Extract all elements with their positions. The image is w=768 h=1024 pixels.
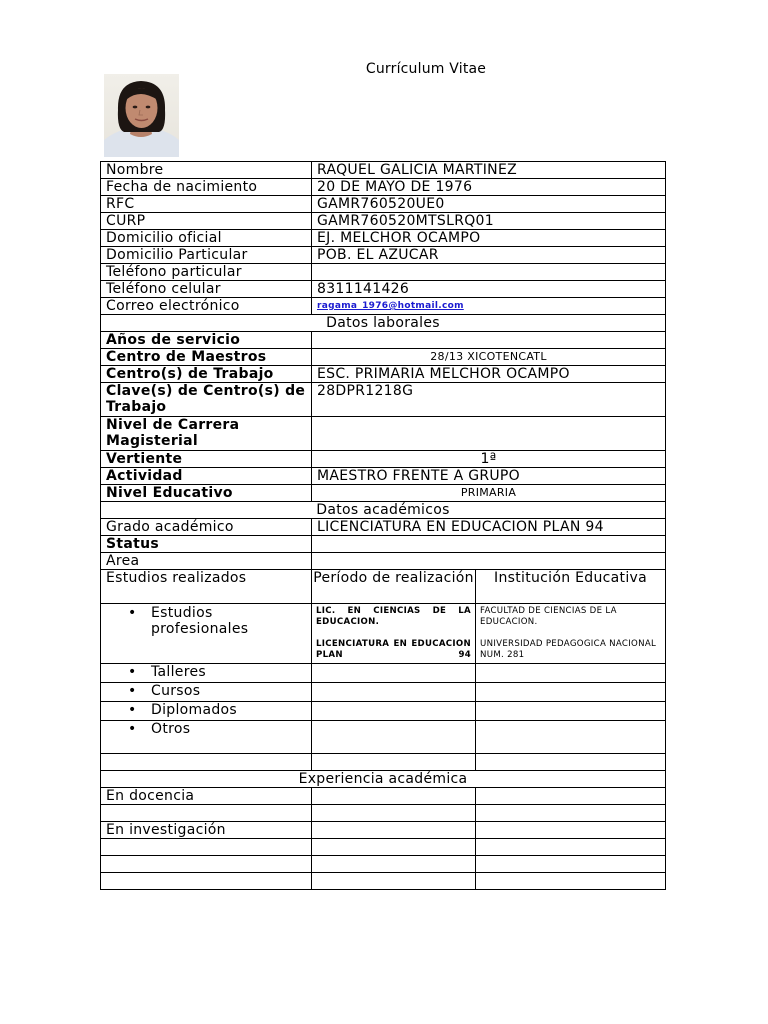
row-rfc [101,196,666,213]
row-domicilio-particular [101,247,666,264]
label-cursos: • Cursos [101,683,312,702]
section-title-experiencia: Experiencia académica [101,771,666,788]
profile-photo [104,74,179,157]
value-fecha-nacimiento: 20 DE MAYO DE 1976 [312,179,666,196]
row-blank [101,839,666,856]
bullet-icon: • [128,605,137,621]
label-nombre: Nombre [101,162,312,179]
row-centro-trabajo [101,366,666,383]
value-centro-trabajo: ESC. PRIMARIA MELCHOR OCAMPO [312,366,666,383]
row-blank [101,805,666,822]
row-cursos [101,683,666,702]
row-centro-maestros [101,349,666,366]
document-title: Currículum Vitae [365,61,487,77]
label-telefono-celular: Teléfono celular [101,281,312,298]
bullet-icon: • [128,702,137,718]
section-title-academicos: Datos académicos [101,502,666,519]
row-status [101,536,666,553]
row-estudios-profesionales [101,604,666,664]
label-actividad: Actividad [101,468,312,485]
label-domicilio-particular: Domicilio Particular [101,247,312,264]
value-status [312,536,666,553]
value-area [312,553,666,570]
label-nivel-carrera: Nivel de Carrera Magisterial [101,417,312,451]
label-curp: CURP [101,213,312,230]
value-rfc: GAMR760520UE0 [312,196,666,213]
value-centro-maestros: 28/13 XICOTENCATL [312,349,666,366]
row-actividad [101,468,666,485]
label-centro-trabajo: Centro(s) de Trabajo [101,366,312,383]
label-status: Status [101,536,312,553]
row-investigacion [101,822,666,839]
row-vertiente [101,451,666,468]
value-nivel-educativo: PRIMARIA [312,485,666,502]
value-grado: LICENCIATURA EN EDUCACION PLAN 94 [312,519,666,536]
value-actividad: MAESTRO FRENTE A GRUPO [312,468,666,485]
value-domicilio-oficial: EJ. MELCHOR OCAMPO [312,230,666,247]
section-header-laborales [101,315,666,332]
value-domicilio-particular: POB. EL AZUCAR [312,247,666,264]
row-docencia [101,788,666,805]
label-vertiente: Vertiente [101,451,312,468]
bullet-icon: • [128,683,137,699]
label-otros: • Otros [101,721,312,754]
label-telefono-particular: Teléfono particular [101,264,312,281]
section-title-laborales: Datos laborales [101,315,666,332]
bullet-icon: • [128,721,137,737]
label-area: Area [101,553,312,570]
label-fecha-nacimiento: Fecha de nacimiento [101,179,312,196]
row-diplomados [101,702,666,721]
row-talleres [101,664,666,683]
row-blank [101,873,666,890]
row-nombre [101,162,666,179]
row-telefono-particular [101,264,666,281]
row-blank [101,856,666,873]
label-clave: Clave(s) de Centro(s) de Trabajo [101,383,312,417]
row-grado [101,519,666,536]
periodo-profesionales: LIC. EN CIENCIAS DE LA EDUCACION. LICENCIATURA EN EDUCACION PLAN 94 [312,604,476,664]
row-fecha-nacimiento [101,179,666,196]
bullet-icon: • [128,664,137,680]
label-rfc: RFC [101,196,312,213]
row-curp [101,213,666,230]
column-header-institucion: Institución Educativa [476,570,666,604]
email-link[interactable]: ragama_1976@hotmail.com [317,301,464,311]
value-curp: GAMR760520MTSLRQ01 [312,213,666,230]
row-nivel-carrera [101,417,666,451]
label-estudios: Estudios realizados [101,570,312,604]
label-correo: Correo electrónico [101,298,312,315]
value-telefono-particular [312,264,666,281]
row-clave [101,383,666,417]
row-area [101,553,666,570]
institucion-profesionales: FACULTAD DE CIENCIAS DE LA EDUCACION. UNIVERSIDAD PEDAGOGICA NACIONAL NUM. 281 [476,604,666,664]
label-investigacion: En investigación [101,822,312,839]
value-vertiente: 1ª [312,451,666,468]
value-anos-servicio [312,332,666,349]
value-nivel-carrera [312,417,666,451]
row-domicilio-oficial [101,230,666,247]
label-estudios-profesionales: • Estudios profesionales [101,604,312,664]
row-anos-servicio [101,332,666,349]
label-grado: Grado académico [101,519,312,536]
label-nivel-educativo: Nivel Educativo [101,485,312,502]
row-nivel-educativo [101,485,666,502]
label-docencia: En docencia [101,788,312,805]
label-talleres: • Talleres [101,664,312,683]
value-telefono-celular: 8311141426 [312,281,666,298]
row-otros [101,721,666,754]
value-nombre: RAQUEL GALICIA MARTINEZ [312,162,666,179]
section-header-academicos [101,502,666,519]
value-clave: 28DPR1218G [312,383,666,417]
row-blank-academicos [101,754,666,771]
column-header-periodo: Período de realización [312,570,476,604]
row-telefono-celular [101,281,666,298]
label-diplomados: • Diplomados [101,702,312,721]
value-correo [312,298,666,315]
row-correo [101,298,666,315]
section-header-experiencia [101,771,666,788]
label-centro-maestros: Centro de Maestros [101,349,312,366]
cv-table [100,161,666,890]
label-anos-servicio: Años de servicio [101,332,312,349]
row-estudios-header [101,570,666,604]
label-domicilio-oficial: Domicilio oficial [101,230,312,247]
